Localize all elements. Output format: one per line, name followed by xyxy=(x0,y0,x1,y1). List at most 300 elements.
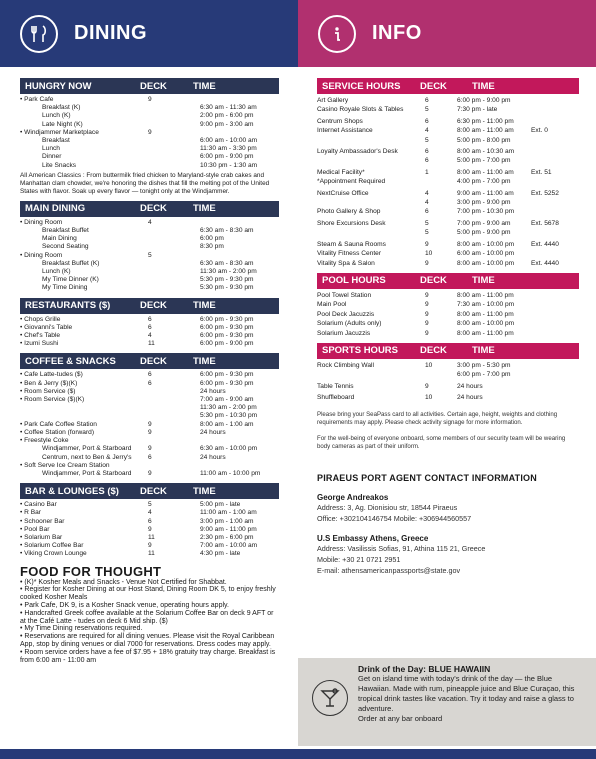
section-title: RESTAURANTS ($) xyxy=(25,300,111,312)
schedule-row xyxy=(317,319,579,328)
hours: 7:30 pm - late xyxy=(457,106,498,114)
venue-name: Shore Excursions Desk xyxy=(317,219,386,227)
deck-column-header: DECK xyxy=(420,345,447,357)
hours: 11:30 am - 2:00 pm xyxy=(200,268,257,276)
venue-name: Windjammer, Port & Starboard xyxy=(42,445,132,453)
venue-name: Art Gallery xyxy=(317,97,349,104)
hours: 6:00 am - 10:00 pm xyxy=(457,250,515,258)
deck-number xyxy=(148,121,200,129)
venue-name: • Soft Serve Ice Cream Station xyxy=(20,462,148,470)
hours: 6:00 pm - 9:30 pm xyxy=(200,379,254,387)
hours: 11:00 am - 10:00 pm xyxy=(200,469,261,477)
hours: 8:00 am - 10:00 pm xyxy=(457,259,515,267)
section-rows xyxy=(20,314,279,349)
schedule-row xyxy=(20,252,279,260)
deck-number xyxy=(148,145,200,153)
deck-number: 4 xyxy=(425,189,429,197)
phone-extension xyxy=(531,156,579,165)
venue-name: • Solarium Coffee Bar xyxy=(20,542,148,550)
venue-name: Pool Deck Jacuzzis xyxy=(317,310,375,318)
venue-name: • Cafe Latte-tudes ($) xyxy=(20,371,148,379)
section-rows xyxy=(20,94,279,170)
schedule-row xyxy=(317,117,579,126)
deck-number: 10 xyxy=(425,361,433,369)
hours xyxy=(200,462,279,470)
venue-name: Breakfast xyxy=(42,137,70,145)
contact-detail: Address: Vasilissis Sofias, 91, Athina 115 21, Greece xyxy=(317,543,486,553)
time-column-header: TIME xyxy=(472,345,495,357)
section-title: BAR & LOUNGES ($) xyxy=(25,485,119,497)
schedule-row xyxy=(20,276,279,284)
hours: 7:00 am - 10:00 am xyxy=(200,542,258,550)
deck-number: 9 xyxy=(148,525,152,533)
deck-number xyxy=(148,243,200,251)
schedule-row xyxy=(317,382,579,391)
info-title: INFO xyxy=(372,22,422,44)
venue-name: Pool Towel Station xyxy=(317,291,372,299)
schedule-row xyxy=(20,445,279,453)
venue-name: *Appointment Required xyxy=(317,178,386,186)
deck-number: 9 xyxy=(425,291,429,299)
port-agent-title: PIRAEUS PORT AGENT CONTACT INFORMATION xyxy=(317,472,537,483)
phone-extension xyxy=(531,310,579,319)
hours: 5:00 pm - 9:00 pm xyxy=(457,229,511,237)
hours: 4:30 pm - late xyxy=(200,550,241,558)
phone-extension xyxy=(531,105,579,114)
deck-number xyxy=(148,137,200,145)
phone-extension xyxy=(531,147,579,156)
deck-number xyxy=(148,227,200,235)
venue-name: Breakfast (K) xyxy=(42,104,81,112)
hours xyxy=(200,96,279,104)
deck-number: 10 xyxy=(425,250,433,258)
phone-extension xyxy=(531,319,579,328)
deck-number: 9 xyxy=(148,420,152,428)
venue-name: Breakfast Buffet xyxy=(42,227,89,235)
schedule-row xyxy=(20,340,279,348)
venue-name: • Coffee Station (forward) xyxy=(20,429,148,437)
section-coffee-snacks xyxy=(20,353,279,478)
contact-name: George Andreakos xyxy=(317,492,389,502)
phone-extension: Ext. 4440 xyxy=(531,259,559,267)
schedule-row xyxy=(317,168,579,177)
hours: 4:00 pm - 7:00 pm xyxy=(457,178,511,186)
hours: 2:00 pm - 6:00 pm xyxy=(200,112,254,120)
venue-name: Lunch xyxy=(42,145,60,153)
hours: 5:00 pm - 8:00 pm xyxy=(457,136,511,144)
deck-number: 6 xyxy=(425,208,429,216)
deck-number: 6 xyxy=(148,371,152,379)
schedule-row xyxy=(20,534,279,542)
deck-number: 4 xyxy=(425,127,429,135)
hours: 6:00 pm - 9:30 pm xyxy=(200,315,254,323)
section-header xyxy=(20,483,279,499)
food-for-thought-item: • Room service orders have a fee of $7.95 + 18% gratuity tray charge. Breakfast is from 6:00 am - 11:00 am xyxy=(20,649,279,665)
deck-number: 6 xyxy=(148,517,152,525)
deck-number xyxy=(148,462,200,470)
section-title: HUNGRY NOW xyxy=(25,80,92,92)
deck-number xyxy=(148,396,200,404)
deck-number: 6 xyxy=(425,97,429,104)
fork-knife-icon xyxy=(20,15,58,53)
dining-title: DINING xyxy=(74,22,147,44)
section-header xyxy=(317,343,579,359)
schedule-row xyxy=(317,370,579,379)
deck-number: 9 xyxy=(425,240,429,248)
deck-number: 4 xyxy=(148,218,152,226)
schedule-row xyxy=(20,380,279,388)
venue-name: Lite Snacks xyxy=(42,161,77,169)
info-column xyxy=(317,78,579,576)
deck-number: 9 xyxy=(148,542,152,550)
hours: 6:00 pm - 9:30 pm xyxy=(200,371,254,379)
phone-extension: Ext. 5678 xyxy=(531,219,559,227)
hours: 6:00 pm - 7:00 pm xyxy=(457,371,511,379)
section-title: COFFEE & SNACKS xyxy=(25,355,116,367)
food-for-thought-list xyxy=(20,579,279,665)
deck-number xyxy=(148,412,200,420)
contact-detail: Mobile: +30 21 0721 2951 xyxy=(317,554,401,564)
phone-extension: Ext. 51 xyxy=(531,168,552,176)
hours: 7:30 am - 10:00 pm xyxy=(457,301,515,309)
deck-number xyxy=(148,104,200,112)
section-bar-lounges xyxy=(20,483,279,558)
schedule-row xyxy=(20,437,279,445)
schedule-row xyxy=(20,235,279,243)
food-for-thought-item: • Handcrafted Greek coffee available at the Solarium Coffee Bar on deck 9 AFT or at the Café Latte - tudes on deck 6 Mid ship. ($) xyxy=(20,610,279,626)
schedule-row xyxy=(317,198,579,207)
venue-name: Casino Royale Slots & Tables xyxy=(317,106,404,114)
section-rows xyxy=(317,289,579,338)
schedule-row xyxy=(20,121,279,129)
hours: 5:00 pm - 7:00 pm xyxy=(457,157,511,165)
drink-title: Drink of the Day: BLUE HAWAIIN xyxy=(358,664,491,674)
deck-column-header: DECK xyxy=(140,80,167,92)
hours: 24 hours xyxy=(200,387,226,395)
deck-number: 6 xyxy=(425,148,429,156)
hours: 8:00 am - 11:00 pm xyxy=(457,310,514,318)
deck-number: 11 xyxy=(148,550,155,558)
schedule-row xyxy=(20,284,279,292)
hours: 6:00 am - 10:00 am xyxy=(200,137,258,145)
schedule-row xyxy=(20,96,279,104)
schedule-row xyxy=(20,412,279,420)
schedule-row xyxy=(317,156,579,165)
deck-number xyxy=(148,388,200,396)
hours: 3:00 pm - 1:00 am xyxy=(200,517,254,525)
dining-column xyxy=(20,78,279,664)
schedule-row xyxy=(20,219,279,227)
deck-number xyxy=(148,437,200,445)
hours: 6:00 pm xyxy=(200,235,224,243)
phone-extension xyxy=(531,198,579,207)
section-header xyxy=(20,353,279,369)
deck-number xyxy=(148,235,200,243)
schedule-row xyxy=(317,259,579,268)
venue-name: Windjammer, Port & Starboard xyxy=(42,469,132,477)
phone-extension xyxy=(531,96,579,105)
hours: 6:00 pm - 9:00 pm xyxy=(457,97,511,104)
deck-column-header: DECK xyxy=(140,355,167,367)
schedule-row xyxy=(20,243,279,251)
schedule-row xyxy=(20,462,279,470)
venue-name: • Room Service ($)(K) xyxy=(20,396,148,404)
venue-name: Centrum, next to Ben & Jerry's xyxy=(42,453,132,461)
hours: 2:30 pm - 6:00 pm xyxy=(200,533,254,541)
schedule-row xyxy=(20,421,279,429)
section-hungry-now xyxy=(20,78,279,196)
deck-number: 9 xyxy=(148,428,152,436)
section-service-hours xyxy=(317,78,579,268)
deck-column-header: DECK xyxy=(420,275,447,287)
food-for-thought-item: • Park Cafe, DK 9, is a Kosher Snack venue, operating hours apply. xyxy=(20,602,279,610)
deck-number: 1 xyxy=(425,168,429,176)
contact-name: U.S Embassy Athens, Greece xyxy=(317,533,429,543)
venue-name: • Schooner Bar xyxy=(20,518,148,526)
deck-number: 9 xyxy=(425,310,429,318)
deck-number xyxy=(148,162,200,170)
phone-extension: Ext. 5252 xyxy=(531,189,559,197)
drink-description: Get on island time with today's drink of the day — the Blue Hawaiian. Made with rum, pineapple juice and Blue Curaçao, this tropical drink tastes like vacation. Try it today and raise a glass to adventure. xyxy=(358,674,575,713)
deck-column-header: DECK xyxy=(140,203,167,215)
schedule-row xyxy=(317,361,579,370)
time-column-header: TIME xyxy=(193,300,216,312)
hours: 5:00 pm - late xyxy=(200,501,241,509)
schedule-row xyxy=(20,162,279,170)
deck-number: 5 xyxy=(425,229,429,237)
schedule-row xyxy=(20,509,279,517)
venue-name: Lunch (K) xyxy=(42,112,71,120)
venue-name: Vitality Spa & Salon xyxy=(317,259,375,267)
hours xyxy=(200,252,279,260)
schedule-row xyxy=(317,207,579,216)
food-for-thought-title: FOOD FOR THOUGHT xyxy=(20,563,162,579)
phone-extension xyxy=(531,361,579,370)
schedule-row xyxy=(20,470,279,478)
venue-name xyxy=(317,198,425,207)
venue-name: Rock Climbing Wall xyxy=(317,361,374,369)
hours: 11:30 am - 3:30 pm xyxy=(200,145,257,153)
deck-number: 6 xyxy=(148,453,152,461)
venue-name: • Dining Room xyxy=(20,219,148,227)
phone-extension xyxy=(531,300,579,309)
schedule-row xyxy=(317,126,579,135)
venue-name: • Dining Room xyxy=(20,252,148,260)
schedule-row xyxy=(20,332,279,340)
info-note: Please bring your SeaPass card to all activities. Certain age, height, weights and clothing requirements may apply. Please check activity signage for more information. xyxy=(317,410,558,426)
hours: 6:30 am - 10:00 pm xyxy=(200,445,258,453)
hours: 6:00 pm - 9:30 pm xyxy=(200,332,254,340)
venue-name: • Park Cafe xyxy=(20,96,148,104)
deck-number: 11 xyxy=(148,533,155,541)
venue-name: • Giovanni's Table xyxy=(20,324,148,332)
hours: 8:00 am - 10:00 pm xyxy=(457,240,515,248)
hours: 8:00 am - 11:00 am xyxy=(457,168,514,176)
phone-extension xyxy=(531,207,579,216)
hours: 8:00 am - 10:30 am xyxy=(457,148,515,156)
info-icon xyxy=(318,15,356,53)
time-column-header: TIME xyxy=(193,80,216,92)
deck-number: 4 xyxy=(148,332,152,340)
venue-name: • Chops Grille xyxy=(20,316,148,324)
venue-name: Lunch (K) xyxy=(42,268,71,276)
section-rows xyxy=(20,369,279,478)
info-header xyxy=(298,0,596,67)
hours xyxy=(200,129,279,137)
schedule-row xyxy=(317,329,579,338)
schedule-row xyxy=(317,240,579,249)
hours: 7:00 pm - 10:30 pm xyxy=(457,208,515,216)
hours: 8:00 am - 11:00 am xyxy=(457,127,514,135)
section-header xyxy=(20,201,279,217)
hours: 8:00 am - 11:00 pm xyxy=(457,291,514,299)
deck-number: 10 xyxy=(425,394,433,402)
deck-number xyxy=(148,112,200,120)
hours: 9:00 am - 11:00 pm xyxy=(200,525,257,533)
hours: 3:00 pm - 5:30 pm xyxy=(457,361,511,369)
venue-name: • R Bar xyxy=(20,509,148,517)
section-title: MAIN DINING xyxy=(25,203,86,215)
deck-column-header: DECK xyxy=(140,300,167,312)
venue-name: Vitality Fitness Center xyxy=(317,250,382,258)
venue-name xyxy=(20,404,148,412)
section-title: SERVICE HOURS xyxy=(322,80,401,92)
venue-name: My Time Dining xyxy=(42,284,88,292)
schedule-row xyxy=(317,291,579,300)
deck-number: 6 xyxy=(425,157,429,165)
time-column-header: TIME xyxy=(193,485,216,497)
venue-name: Late Night (K) xyxy=(42,120,83,128)
deck-number: 6 xyxy=(148,379,152,387)
schedule-row xyxy=(20,518,279,526)
schedule-row xyxy=(317,219,579,228)
deck-column-header: DECK xyxy=(140,485,167,497)
venue-name: Photo Gallery & Shop xyxy=(317,208,381,216)
deck-number: 5 xyxy=(425,136,429,144)
schedule-row xyxy=(317,300,579,309)
venue-name: • Izumi Sushi xyxy=(20,340,148,348)
dining-header xyxy=(0,0,298,67)
deck-number: 4 xyxy=(148,509,152,517)
deck-number: 9 xyxy=(148,96,152,103)
section-restaurants xyxy=(20,298,279,349)
deck-number xyxy=(148,276,200,284)
schedule-row xyxy=(317,393,579,402)
hours: 24 hours xyxy=(457,382,483,390)
schedule-row xyxy=(20,137,279,145)
deck-column-header: DECK xyxy=(420,80,447,92)
deck-number: 6 xyxy=(148,323,152,331)
phone-extension xyxy=(531,393,579,402)
hours: 24 hours xyxy=(200,453,226,461)
phone-extension: Ext. 4440 xyxy=(531,240,559,248)
hours: 24 hours xyxy=(457,394,483,402)
section-rows xyxy=(317,94,579,268)
hours: 3:00 pm - 9:00 pm xyxy=(457,199,511,207)
deck-number xyxy=(148,153,200,161)
venue-name: Second Seating xyxy=(42,243,89,251)
venue-name: Dinner xyxy=(42,153,62,161)
venue-name xyxy=(20,412,148,420)
venue-name xyxy=(317,228,425,237)
hours: 8:00 am - 1:00 am xyxy=(200,420,254,428)
hours: 5:30 pm - 10:30 pm xyxy=(200,412,258,420)
deck-number: 5 xyxy=(425,106,429,114)
hours: 11:00 am - 1:00 am xyxy=(200,509,257,517)
contact-detail: Office: +302104146754 Mobile: +306944560557 xyxy=(317,513,472,523)
venue-name: Shuffleboard xyxy=(317,394,355,402)
deck-number: 5 xyxy=(148,501,152,509)
venue-name: My Time Dinner (K) xyxy=(42,276,99,284)
schedule-row xyxy=(317,189,579,198)
hours: 6:30 am - 8:30 am xyxy=(200,259,254,267)
schedule-row xyxy=(20,260,279,268)
phone-extension xyxy=(531,249,579,258)
schedule-row xyxy=(20,550,279,558)
venue-name: Main Pool xyxy=(317,301,347,309)
venue-name: • Viking Crown Lounge xyxy=(20,550,148,558)
schedule-row xyxy=(317,228,579,237)
venue-name: Internet Assistance xyxy=(317,127,373,135)
deck-number: 9 xyxy=(425,382,429,390)
schedule-row xyxy=(20,316,279,324)
schedule-row xyxy=(317,136,579,145)
venue-name: • Freestyle Coke xyxy=(20,437,148,445)
deck-number: 9 xyxy=(148,469,152,477)
drink-of-the-day xyxy=(298,658,596,746)
venue-name: NextCruise Office xyxy=(317,189,369,197)
section-rows xyxy=(20,499,279,558)
food-for-thought-item: • Register for Kosher Dining at our Host Stand, Dining Room DK 5, to enjoy freshly cooked Kosher Meals xyxy=(20,586,279,602)
deck-number: 9 xyxy=(425,320,429,328)
section-title: SPORTS HOURS xyxy=(322,345,399,357)
venue-name: Breakfast Buffet (K) xyxy=(42,259,100,267)
footer-bar xyxy=(0,749,596,759)
deck-number: 9 xyxy=(425,259,429,267)
venue-name xyxy=(317,156,425,165)
phone-extension xyxy=(531,291,579,300)
section-sports-hours xyxy=(317,343,579,403)
venue-name: • Pool Bar xyxy=(20,526,148,534)
hours: 7:00 am - 9:00 am xyxy=(200,396,254,404)
schedule-row xyxy=(317,96,579,105)
schedule-row xyxy=(317,105,579,114)
deck-number: 6 xyxy=(425,117,429,125)
venue-name: Solarium (Adults only) xyxy=(317,320,382,328)
hours: 6:00 pm - 9:00 pm xyxy=(200,340,254,348)
schedule-row xyxy=(20,268,279,276)
venue-name: Table Tennis xyxy=(317,382,354,390)
phone-extension xyxy=(531,382,579,391)
venue-name xyxy=(317,370,425,379)
phone-extension xyxy=(531,228,579,237)
schedule-row xyxy=(20,429,279,437)
deck-number: 4 xyxy=(425,199,429,207)
deck-number: 9 xyxy=(148,128,152,136)
deck-number xyxy=(425,177,457,186)
time-column-header: TIME xyxy=(472,275,495,287)
hours: 9:00 am - 11:00 am xyxy=(457,189,514,197)
section-main-dining xyxy=(20,201,279,293)
schedule-row xyxy=(20,388,279,396)
venue-name: Solarium Jacuzzis xyxy=(317,329,371,337)
hours: 6:30 am - 11:30 am xyxy=(200,104,257,112)
venue-name: Loyalty Ambassador's Desk xyxy=(317,148,398,156)
hours xyxy=(200,437,279,445)
deck-number xyxy=(148,404,200,412)
venue-name xyxy=(317,136,425,145)
schedule-row xyxy=(20,526,279,534)
